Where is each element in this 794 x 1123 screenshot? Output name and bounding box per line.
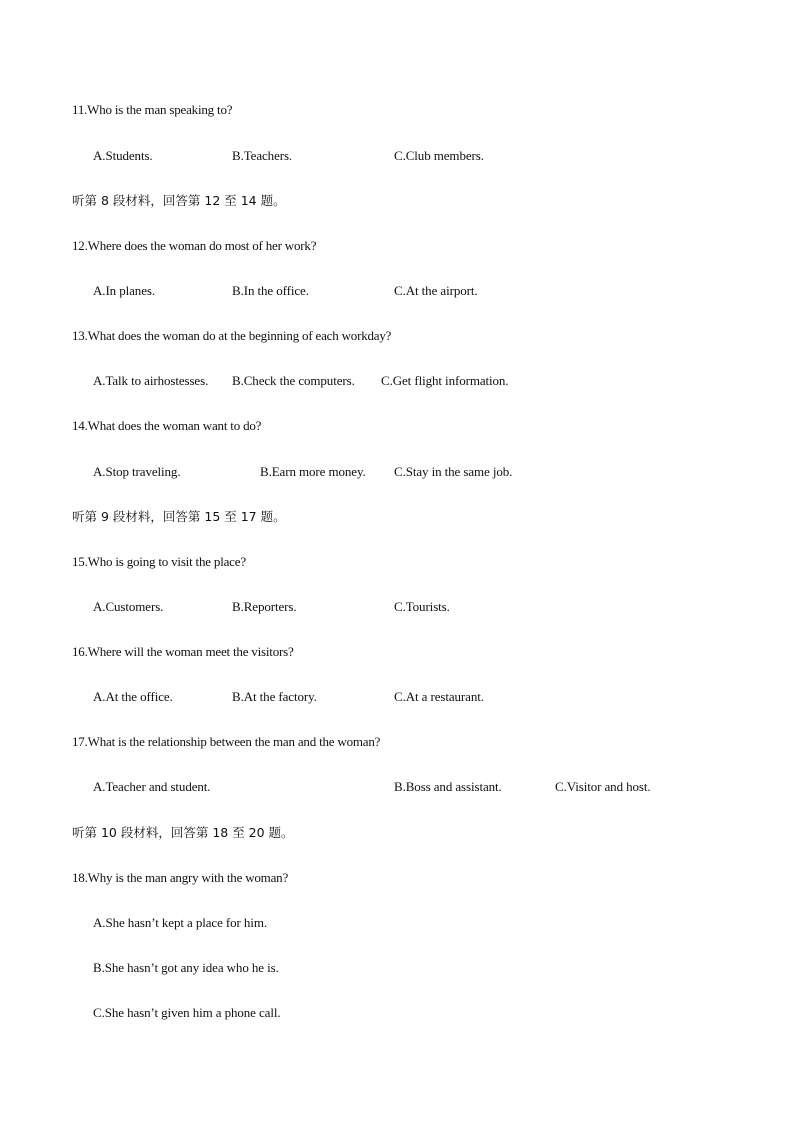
option-b: B.Teachers.: [232, 148, 293, 163]
option-b: B.Earn more money.: [260, 464, 366, 479]
section-heading-8: 听第 8 段材料，回答第 12 至 14 题。: [72, 193, 286, 208]
option-a: A.At the office.: [93, 689, 173, 704]
option-a: A.In planes.: [93, 283, 155, 298]
option-c: C.Get flight information.: [381, 373, 509, 388]
option-a: A.Teacher and student.: [93, 779, 211, 794]
option-b: B.She hasn’t got any idea who he is.: [93, 960, 279, 975]
section-heading-10: 听第 10 段材料，回答第 18 至 20 题。: [72, 825, 294, 840]
question-17: 17.What is the relationship between the man and the woman?: [72, 734, 381, 749]
option-c: C.She hasn’t given him a phone call.: [93, 1005, 281, 1020]
question-18: 18.Why is the man angry with the woman?: [72, 870, 289, 885]
section-heading-9: 听第 9 段材料，回答第 15 至 17 题。: [72, 509, 286, 524]
option-a: A.Students.: [93, 148, 153, 163]
option-b: B.At the factory.: [232, 689, 317, 704]
option-a: A.She hasn’t kept a place for him.: [93, 915, 267, 930]
option-c: C.Club members.: [394, 148, 484, 163]
option-c: C.At the airport.: [394, 283, 478, 298]
option-b: B.Check the computers.: [232, 373, 355, 388]
option-a: A.Stop traveling.: [93, 464, 181, 479]
option-a: A.Talk to airhostesses.: [93, 373, 209, 388]
option-c: C.Stay in the same job.: [394, 464, 513, 479]
question-12: 12.Where does the woman do most of her work?: [72, 238, 317, 253]
question-11: 11.Who is the man speaking to?: [72, 102, 233, 117]
question-13: 13.What does the woman do at the beginning of each workday?: [72, 328, 392, 343]
option-c: C.Tourists.: [394, 599, 450, 614]
question-15: 15.Who is going to visit the place?: [72, 554, 246, 569]
option-a: A.Customers.: [93, 599, 164, 614]
option-b: B.In the office.: [232, 283, 309, 298]
question-16: 16.Where will the woman meet the visitors?: [72, 644, 294, 659]
option-b: B.Boss and assistant.: [394, 779, 502, 794]
question-14: 14.What does the woman want to do?: [72, 418, 262, 433]
option-c: C.Visitor and host.: [555, 779, 651, 794]
option-b: B.Reporters.: [232, 599, 297, 614]
option-c: C.At a restaurant.: [394, 689, 484, 704]
